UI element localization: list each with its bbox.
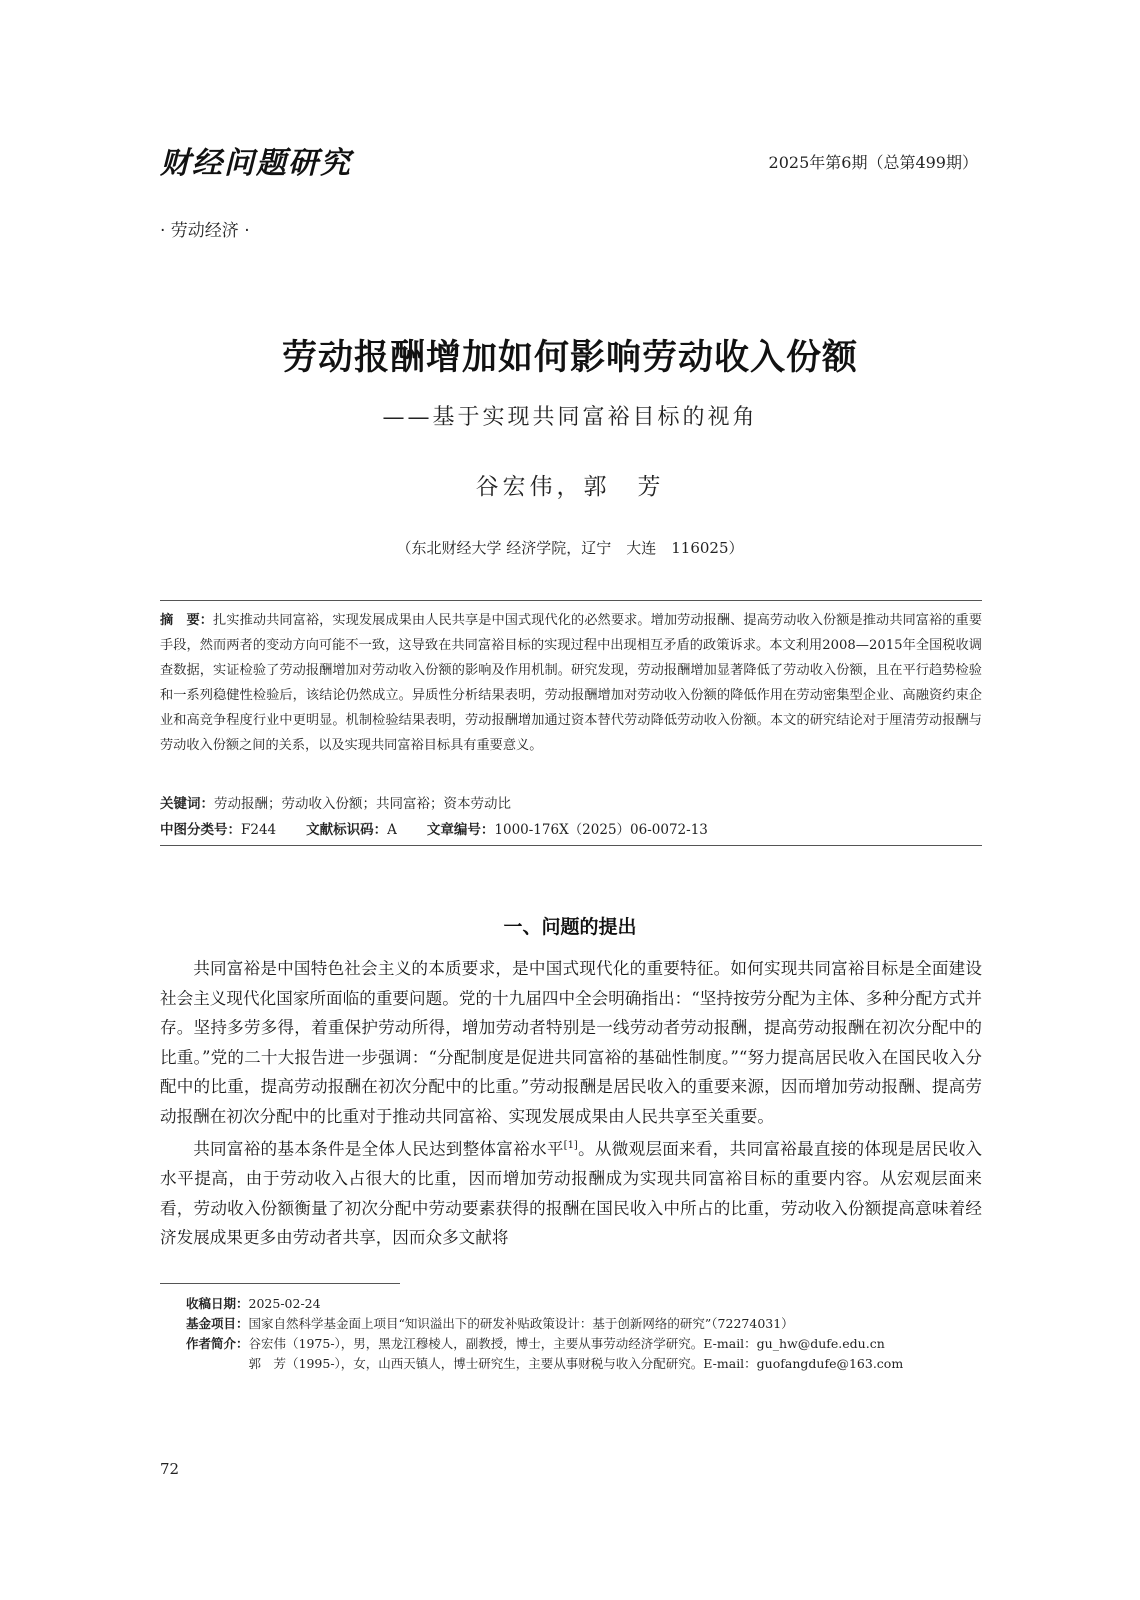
body-text xyxy=(160,954,982,1253)
keywords-label: 关键词： xyxy=(160,796,214,812)
paragraph-1: 共同富裕是中国特色社会主义的本质要求，是中国式现代化的重要特征。如何实现共同富裕目标是全面建设社会主义现代化国家所面临的重要问题。党的十九届四中全会明确指出：“坚持按劳分配为主体、多种分配方式并存。坚持多劳多得，着重保护劳动所得，增加劳动者特别是一线劳动者劳动报酬，提高劳动报酬在初次分配中的比重。”党的二十大报告进一步强调：“分配制度是促进共同富裕的基础性制度。”“努力提高居民收入在国民收入分配中的比重，提高劳动报酬在初次分配中的比重。”劳动报酬是居民收入的重要来源，因而增加劳动报酬、提高劳动报酬在初次分配中的比重对于推动共同富裕、实现发展成果由人民共享至关重要。 xyxy=(160,959,982,1126)
abstract-bottom-rule xyxy=(160,845,982,846)
abstract-text: 扎实推动共同富裕，实现发展成果由人民共享是中国式现代化的必然要求。增加劳动报酬、提高劳动收入份额是推动共同富裕的重要手段，然而两者的变动方向可能不一致，这导致在共同富裕目标的实现过程中出现相互矛盾的政策诉求。本文利用2008—2015年全国税收调查数据，实证检验了劳动报酬增加对劳动收入份额的影响及作用机制。研究发现，劳动报酬增加显著降低了劳动收入份额，且在平行趋势检验和一系列稳健性检验后，该结论仍然成立。异质性分析结果表明，劳动报酬增加对劳动收入份额的降低作用在劳动密集型企业、高融资约束企业和高竞争程度行业中更明显。机制检验结果表明，劳动报酬增加通过资本替代劳动降低劳动收入份额。本文的研究结论对于厘清劳动报酬与劳动收入份额之间的关系，以及实现共同富裕目标具有重要意义。 xyxy=(160,613,983,753)
paper-affiliation: （东北财经大学 经济学院，辽宁 大连 116025） xyxy=(396,539,744,557)
journal-logo: 财经问题研究 xyxy=(160,146,352,181)
section-heading: 一、问题的提出 xyxy=(503,916,637,938)
author-bio: 作者简介： 谷宏伟（1975-），男，黑龙江穆棱人，副教授，博士，主要从事劳动经济学研究。E-mail：gu_hw@dufe.edu.cn 郭 芳（1995-），女，山西天镇人，博士研究生，主要从事财税与收入分配研究。E-mail：guofangdufe@163.com xyxy=(186,1334,986,1374)
author-bio-2: 郭 芳（1995-），女，山西天镇人，博士研究生，主要从事财税与收入分配研究。E-mail：guofangdufe@163.com xyxy=(248,1356,904,1371)
footnotes xyxy=(186,1294,986,1374)
keywords-text: 劳动报酬；劳动收入份额；共同富裕；资本劳动比 xyxy=(214,796,511,812)
paper-title: 劳动报酬增加如何影响劳动收入份额 xyxy=(281,338,858,378)
citation-ref[interactable]: [1] xyxy=(563,1140,578,1151)
clc-value: F244 xyxy=(241,822,277,838)
section-tag: · 劳动经济 · xyxy=(160,221,250,241)
paper-authors: 谷宏伟，郭 芳 xyxy=(475,474,665,500)
clc-label: 中图分类号： xyxy=(160,822,241,838)
page-number: 72 xyxy=(160,1460,180,1478)
fund-project: 基金项目： 国家自然科学基金面上项目“知识溢出下的研发补贴政策设计：基于创新网络的研究”（72274031） xyxy=(186,1316,794,1331)
keywords xyxy=(160,792,982,812)
paragraph-2: 共同富裕的基本条件是全体人民达到整体富裕水平[1]。从微观层面来看，共同富裕最直接的体现是居民收入水平提高，由于劳动收入占很大的比重，因而增加劳动报酬成为实现共同富裕目标的重要内容。从宏观层面来看，劳动收入份额衡量了初次分配中劳动要素获得的报酬在国民收入中所占的比重，劳动收入份额提高意味着经济发展成果更多由劳动者共享，因而众多文献将 xyxy=(160,1139,983,1248)
paper-subtitle: ——基于实现共同富裕目标的视角 xyxy=(382,405,758,430)
abstract-label: 摘 要： xyxy=(160,613,214,628)
abstract-top-rule xyxy=(160,600,982,601)
author-bio-1: 谷宏伟（1975-），男，黑龙江穆棱人，副教授，博士，主要从事劳动经济学研究。E-mail：gu_hw@dufe.edu.cn xyxy=(248,1336,885,1351)
issue-info: 2025年第6期（总第499期） xyxy=(768,153,978,172)
doc-code-label: 文献标识码： xyxy=(306,822,388,838)
abstract xyxy=(160,608,982,758)
doc-code-value: A xyxy=(387,822,397,838)
classification-line xyxy=(160,818,982,838)
received-date: 收稿日期： 2025-02-24 xyxy=(186,1296,321,1311)
article-number-value: 1000-176X（2025）06-0072-13 xyxy=(494,822,708,838)
footnote-rule xyxy=(160,1283,400,1284)
article-number-label: 文章编号： xyxy=(426,822,495,838)
